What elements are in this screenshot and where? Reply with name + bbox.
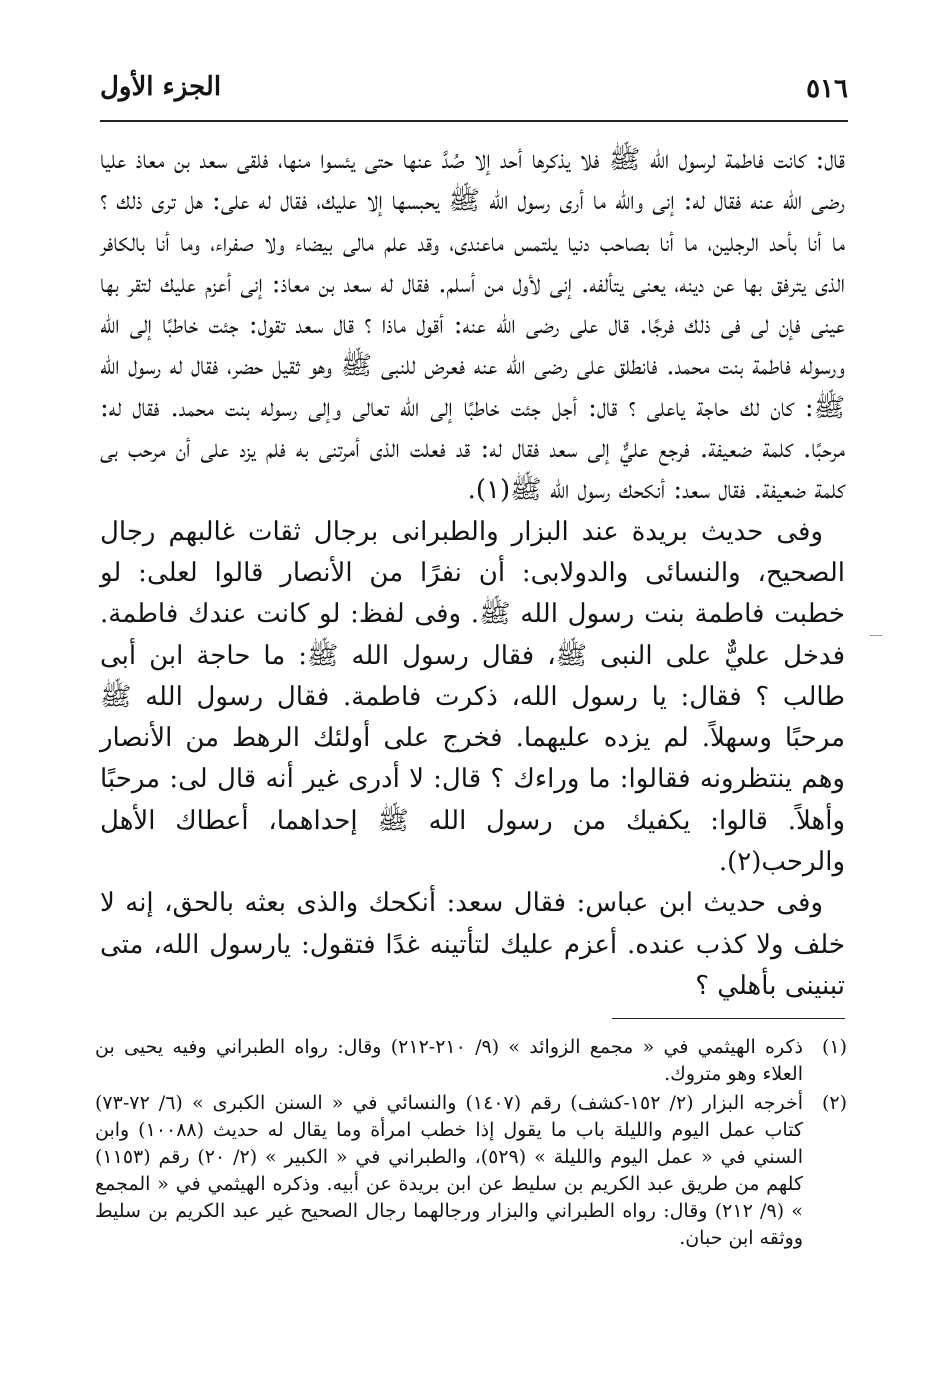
footnote-1	[95, 1034, 847, 1088]
page-number: ٥١٦	[806, 74, 848, 104]
footnote-text: أخرجه البزار (٢/ ١٥٢-كشف) رقم (١٤٠٧) والنسائي في « السنن الكبرى » (٦/ ٧٢-٧٣) كتاب عمل اليوم والليلة باب ما يقول إذا خطب امرأة وما يقال له حديث (١٠٠٨٨) وابن السني في « عمل اليوم والليلة » (٥٢٩)، والطبراني في « الكبير » (٢/ ٢٠) رقم (١١٥٣) كلهم من طريق عبد الكريم بن سليط عن ابن بريدة عن أبيه. وذكره الهيثمي في « المجمع » (٩/ ٢١٢) وقال: رواه الطبراني والبزار ورجالهما رجال الصحيح غير عبد الكريم بن سليط ووثقه ابن حبان.	[95, 1092, 803, 1249]
paragraph-2: وفى حديث بريدة عند البزار والطبرانى برجال ثقات غالبهم رجال الصحيح، والنسائى والدولابى: أن نفرًا من الأنصار قالوا لعلى: لو خطبت فاطمة بنت رسول الله ﷺ. وفى لفظ: لو كانت عندك فاطمة. فدخل عليٌّ على النبى ﷺ، فقال رسول الله ﷺ: ما حاجة ابن أبى طالب ؟ فقال: يا رسول الله، ذكرت فاطمة. فقال رسول الله ﷺ مرحبًا وسهلاً. لم يزده عليهما. فخرج على أولئك الرهط من الأنصار وهم ينتظرونه فقالوا: ما وراءك ؟ قال: لا أدرى غير أنه قال لى: مرحبًا وأهلاً. قالوا: يكفيك من رسول الله ﷺ إحداهما، أعطاك الأهل والرحب(٢).	[100, 516, 845, 878]
footnotes	[95, 1034, 847, 1254]
footnote-divider	[612, 1018, 845, 1019]
page-header	[100, 70, 848, 110]
part-title: الجزء الأول	[100, 72, 222, 102]
footnote-number: (١)	[821, 1036, 847, 1058]
paragraph-1: قال: كانت فاطمة لرسول الله ﷺ فلا يذكرها أحد إلا صُدَّ عنها حتى يئسوا منها، فلقى سعد بن معاذ عليا رضى الله عنه فقال له: إنى والله ما أرى رسول الله ﷺ يحبسها إلا عليك، فقال له على: هل ترى ذلك ؟ ما أنا بأحد الرجلين، ما أنا بصاحب دنيا يلتمس ماعندى، وقد علم مالى بيضاء ولا صفراء، وما أنا بالكافر الذى يترفق بها عن دينه، يعنى يتألفه. إنى لأول من أسلم. فقال له سعد بن معاذ: إنى أعزم عليك لتقر بها عينى فإن لى فى ذلك فرجًا. قال على رضى الله عنه: أقول ماذا ؟ قال سعد تقول: جئت خاطبًا إلى الله ورسوله فاطمة بنت محمد. فانطلق على رضى الله عنه فعرض للنبى ﷺ وهو ثقيل حضر، فقال له رسول الله ﷺ: كان لك حاجة ياعلى ؟ قال: أجل جئت خاطبًا إلى الله تعالى وإلى رسوله بنت محمد. فقال له: مرحبًا. كلمة ضعيفة. فرجع عليٌّ إلى سعد فقال له: قد فعلت الذى أمرتنى به فلم يزد على أن مرحب بى كلمة ضعيفة. فقال سعد: أنكحك رسول الله ﷺ(١).	[100, 145, 846, 506]
header-divider	[100, 120, 848, 122]
margin-mark	[870, 635, 882, 636]
footnote-number: (٢)	[821, 1092, 847, 1114]
footnote-2	[95, 1090, 847, 1252]
main-text	[100, 140, 845, 1007]
footnote-text: ذكره الهيثمي في « مجمع الزوائد » (٩/ ٢١٠-٢١٢) وقال: رواه الطبراني وفيه يحيى بن العلاء وهو متروك.	[95, 1036, 803, 1085]
paragraph-3: وفى حديث ابن عباس: فقال سعد: أنكحك والذى بعثه بالحق، إنه لا خلف ولا كذب عنده. أعزم عليك لتأتينه غدًا فتقول: يارسول الله، متى تبنينى بأهلي ؟	[100, 888, 845, 1001]
